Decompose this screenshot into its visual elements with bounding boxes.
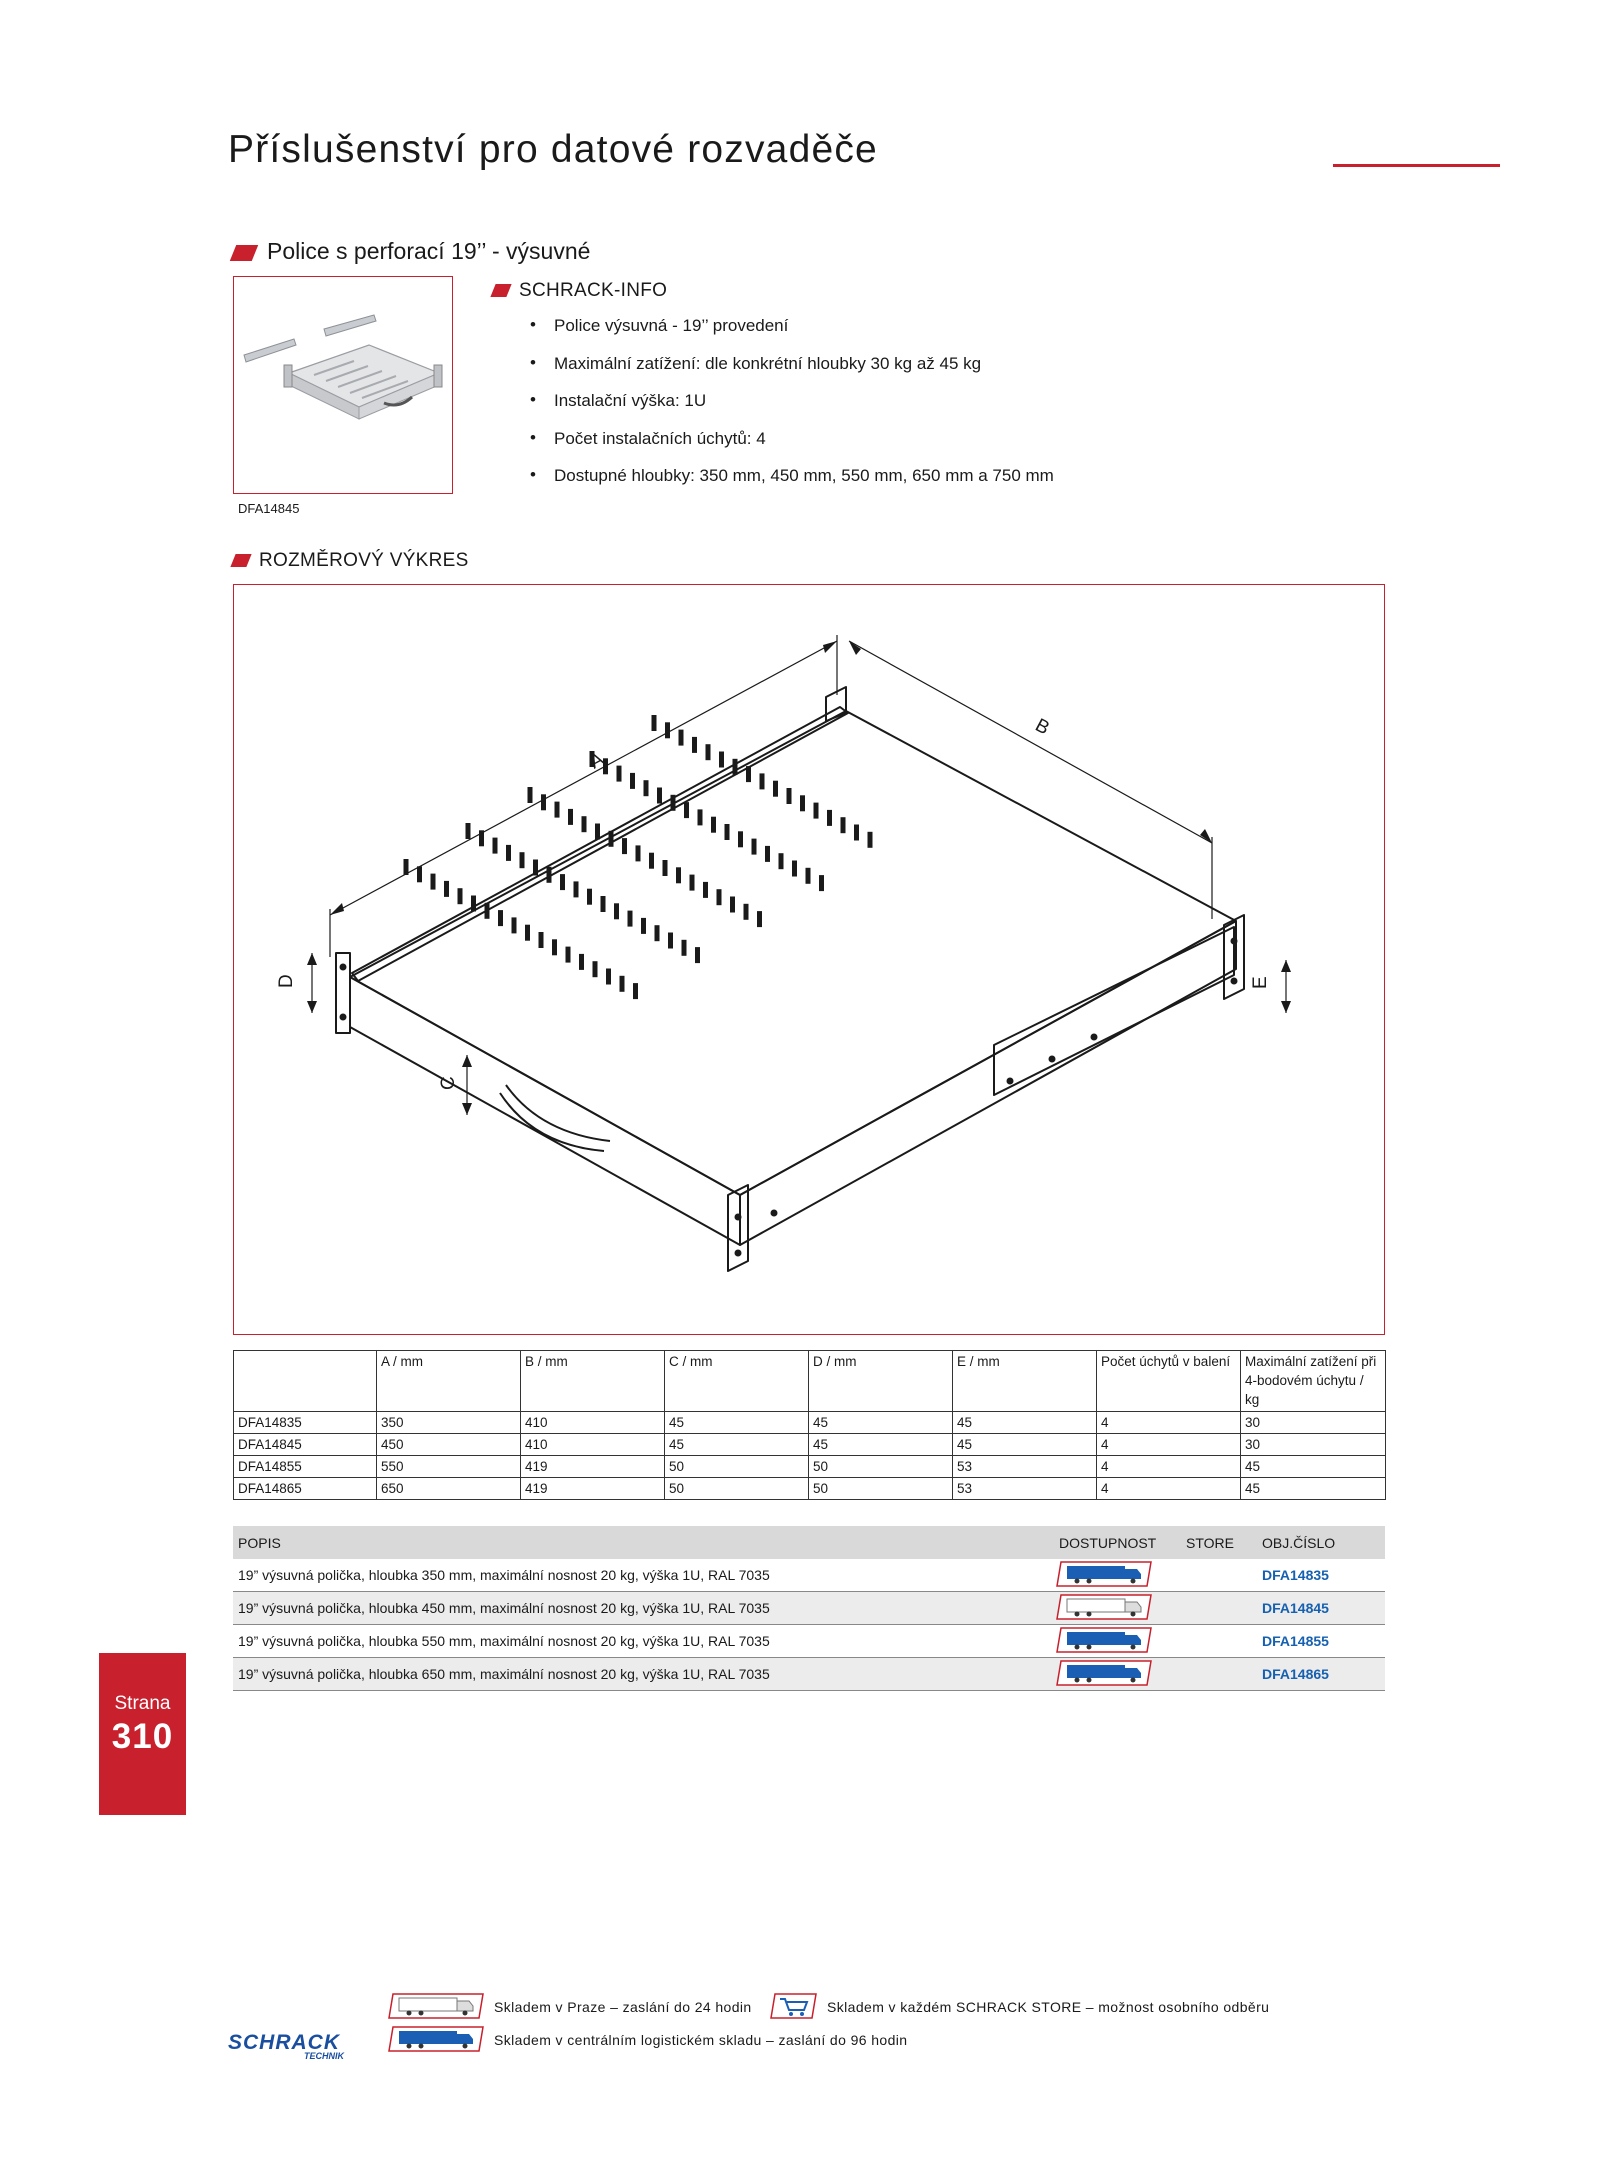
product-image xyxy=(233,276,453,494)
header-availability: DOSTUPNOST xyxy=(1059,1534,1157,1551)
order-row xyxy=(233,1559,1385,1592)
shelf-drawing-svg xyxy=(234,585,1383,1333)
header-cell: Počet úchytů v balení xyxy=(1097,1351,1241,1412)
table-row xyxy=(234,1412,1386,1434)
table-cell: DFA14855 xyxy=(234,1456,377,1478)
table-cell: 50 xyxy=(809,1478,953,1500)
table-cell: 4 xyxy=(1097,1412,1241,1434)
header-cell: E / mm xyxy=(953,1351,1097,1412)
feature-item: • Instalační výška: 1U xyxy=(512,391,1054,429)
order-row xyxy=(233,1625,1385,1658)
feature-item: • Počet instalačních úchytů: 4 xyxy=(512,429,1054,467)
table-cell: 53 xyxy=(953,1478,1097,1500)
table-cell: 419 xyxy=(521,1456,665,1478)
truck-blue-icon xyxy=(1055,1561,1153,1590)
order-number-link[interactable]: DFA14855 xyxy=(1262,1633,1329,1649)
table-cell: 45 xyxy=(665,1412,809,1434)
product-image-code: DFA14845 xyxy=(238,501,300,516)
info-heading xyxy=(493,280,667,302)
dim-label-c: C xyxy=(438,1076,459,1090)
order-description: 19” výsuvná polička, hloubka 550 mm, maximální nosnost 20 kg, výška 1U, RAL 7035 xyxy=(238,1633,770,1649)
table-cell: 550 xyxy=(377,1456,521,1478)
table-cell: 45 xyxy=(1241,1478,1386,1500)
table-cell: 53 xyxy=(953,1456,1097,1478)
truck-blue-icon xyxy=(1055,1627,1153,1656)
page-number: 310 xyxy=(111,1717,174,1756)
page-number-tab xyxy=(99,1653,186,1815)
order-description: 19” výsuvná polička, hloubka 650 mm, maximální nosnost 20 kg, výška 1U, RAL 7035 xyxy=(238,1666,770,1682)
feature-item: • Police výsuvná - 19’’ provedení xyxy=(512,316,1054,354)
table-cell: 419 xyxy=(521,1478,665,1500)
legend-prague: Skladem v Praze – zaslání do 24 hodin xyxy=(494,1999,752,2015)
truck-blue-icon xyxy=(1055,1660,1153,1689)
table-row xyxy=(234,1456,1386,1478)
order-number-link[interactable]: DFA14835 xyxy=(1262,1567,1329,1583)
header-cell: D / mm xyxy=(809,1351,953,1412)
order-description: 19” výsuvná polička, hloubka 450 mm, maximální nosnost 20 kg, výška 1U, RAL 7035 xyxy=(238,1600,770,1616)
header-description: POPIS xyxy=(238,1534,281,1551)
page-label: Strana xyxy=(114,1693,171,1714)
header-cell: Maximální zatížení při 4-bodovém úchytu / kg xyxy=(1241,1351,1386,1412)
table-cell: 410 xyxy=(521,1434,665,1456)
section-marker-icon xyxy=(490,284,511,297)
order-description: 19” výsuvná polička, hloubka 350 mm, maximální nosnost 20 kg, výška 1U, RAL 7035 xyxy=(238,1567,770,1583)
table-cell: 30 xyxy=(1241,1434,1386,1456)
table-cell: 4 xyxy=(1097,1434,1241,1456)
shopping-cart-icon xyxy=(770,1993,818,2024)
section-marker-icon xyxy=(230,554,251,567)
table-cell: 350 xyxy=(377,1412,521,1434)
order-number-link[interactable]: DFA14845 xyxy=(1262,1600,1329,1616)
table-cell: 50 xyxy=(665,1478,809,1500)
title-rule xyxy=(1333,164,1500,167)
drawing-heading-label: ROZMĚROVÝ VÝKRES xyxy=(259,550,469,571)
feature-item: • Maximální zatížení: dle konkrétní hloubky 30 kg až 45 kg xyxy=(512,354,1054,392)
dimension-drawing xyxy=(233,584,1385,1335)
header-cell: A / mm xyxy=(377,1351,521,1412)
header-cell: C / mm xyxy=(665,1351,809,1412)
table-cell: 4 xyxy=(1097,1478,1241,1500)
order-table xyxy=(233,1526,1385,1691)
order-row xyxy=(233,1658,1385,1691)
header-cell xyxy=(234,1351,377,1412)
table-cell: 45 xyxy=(953,1412,1097,1434)
feature-list xyxy=(512,316,1054,504)
logo-subtext: TECHNIK xyxy=(304,2051,344,2061)
table-cell: 30 xyxy=(1241,1412,1386,1434)
legend-central: Skladem v centrálním logistickém skladu – zaslání do 96 hodin xyxy=(494,2032,908,2048)
info-heading-label: SCHRACK-INFO xyxy=(519,280,668,301)
table-cell: DFA14845 xyxy=(234,1434,377,1456)
table-cell: 45 xyxy=(665,1434,809,1456)
truck-white-icon xyxy=(387,1993,485,2024)
section-marker-icon xyxy=(230,245,258,261)
table-cell: 45 xyxy=(809,1434,953,1456)
table-cell: 4 xyxy=(1097,1456,1241,1478)
order-table-header xyxy=(233,1526,1385,1559)
table-cell: 45 xyxy=(809,1412,953,1434)
order-number-link[interactable]: DFA14865 xyxy=(1262,1666,1329,1682)
header-cell: B / mm xyxy=(521,1351,665,1412)
table-cell: 50 xyxy=(809,1456,953,1478)
truck-blue-icon xyxy=(387,2026,485,2057)
dim-label-e: E xyxy=(1250,976,1271,989)
dim-label-d: D xyxy=(276,974,297,988)
table-header-row xyxy=(234,1351,1386,1412)
table-row xyxy=(234,1478,1386,1500)
dim-label-a: A xyxy=(586,748,608,774)
table-cell: 650 xyxy=(377,1478,521,1500)
logo-text: SCHRACK xyxy=(228,2031,340,2054)
dim-label-b: B xyxy=(1031,714,1053,740)
legend-store: Skladem v každém SCHRACK STORE – možnost osobního odběru xyxy=(827,1999,1270,2015)
product-title: Police s perforací 19’’ - výsuvné xyxy=(267,238,591,264)
order-row xyxy=(233,1592,1385,1625)
product-heading xyxy=(233,238,590,265)
table-cell: DFA14835 xyxy=(234,1412,377,1434)
truck-white-icon xyxy=(1055,1594,1153,1623)
feature-item: • Dostupné hloubky: 350 mm, 450 mm, 550 mm, 650 mm a 750 mm xyxy=(512,466,1054,504)
table-cell: DFA14865 xyxy=(234,1478,377,1500)
header-order-number: OBJ.ČÍSLO xyxy=(1262,1534,1336,1551)
drawing-heading xyxy=(233,550,469,572)
header-store: STORE xyxy=(1186,1534,1234,1551)
table-row xyxy=(234,1434,1386,1456)
table-cell: 450 xyxy=(377,1434,521,1456)
page-title: Příslušenství pro datové rozvaděče xyxy=(228,128,878,171)
dimension-table xyxy=(233,1350,1386,1500)
schrack-logo xyxy=(228,2031,350,2061)
table-cell: 410 xyxy=(521,1412,665,1434)
table-cell: 45 xyxy=(1241,1456,1386,1478)
table-cell: 50 xyxy=(665,1456,809,1478)
table-cell: 45 xyxy=(953,1434,1097,1456)
